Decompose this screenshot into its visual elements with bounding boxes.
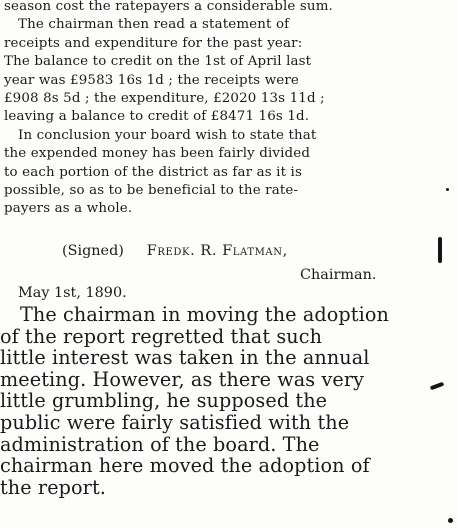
text-line: chairman here moved the adoption of <box>0 454 370 478</box>
text-line-content: The chairman then read a statement of <box>18 17 290 33</box>
signature-line <box>62 243 288 259</box>
statement-paragraphs <box>4 0 444 219</box>
ink-speck <box>448 518 453 523</box>
text-line: little interest was taken in the annual <box>0 346 370 370</box>
text-line: leaving a balance to credit of £8471 16s 1d. <box>4 109 310 125</box>
text-line: the report. <box>0 475 106 499</box>
text-line: receipts and expenditure for the past year: <box>4 35 303 51</box>
report-date: May 1st, 1890. <box>18 285 127 301</box>
text-line: possible, so as to be beneficial to the rate- <box>4 183 299 199</box>
signatory-title: Chairman. <box>300 267 377 283</box>
text-line: administration of the board. The <box>0 432 320 456</box>
signed-label: (Signed) <box>62 243 124 259</box>
text-line: The balance to credit on the 1st of April last <box>4 54 312 70</box>
text-line: little grumbling, he supposed the <box>0 389 328 413</box>
report-paragraph <box>0 304 454 498</box>
text-line: meeting. However, as there was very <box>0 367 365 391</box>
text-line: public were fairly satisfied with the <box>0 410 350 434</box>
text-line: to each portion of the district as far as it is <box>4 164 302 180</box>
ink-speck <box>446 188 449 191</box>
text-line: year was £9583 16s 1d ; the receipts were <box>4 72 300 88</box>
text-line: the expended money has been fairly divided <box>4 146 311 162</box>
text-line: In conclusion your board wish to state that <box>18 127 317 143</box>
text-line: season cost the ratepayers a considerable sum. <box>4 0 333 14</box>
ink-speck <box>438 237 442 263</box>
text-line: £908 8s 5d ; the expenditure, £2020 13s 11d ; <box>4 91 325 107</box>
text-line <box>4 16 444 34</box>
text-line: The chairman in moving the adoption <box>20 303 389 326</box>
text-line: payers as a whole. <box>4 201 133 217</box>
text-line: of the report regretted that such <box>0 324 323 348</box>
signatory-name: Fredk. R. Flatman, <box>146 243 288 259</box>
